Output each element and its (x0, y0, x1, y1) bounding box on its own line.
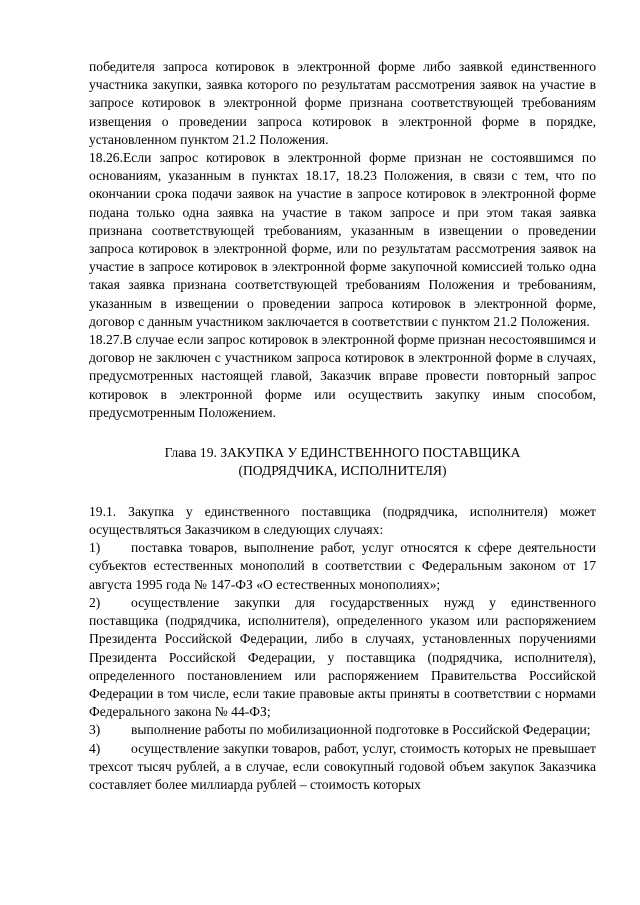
list-item-text: поставка товаров, выполнение работ, услуг относятся к сфере деятельности субъектов естественных монополий в соответствии с Федеральным законом от 17 августа 1995 года № 147-ФЗ «О естественных монополиях»; (89, 540, 596, 592)
list-item-text: выполнение работы по мобилизационной подготовке в Российской Федерации; (131, 722, 591, 738)
list-item (89, 740, 596, 795)
paragraph-19-1: 19.1. Закупка у единственного поставщика (подрядчика, исполнителя) может осуществляться Заказчиком в следующих случаях: (89, 503, 596, 538)
paragraph-continuation: победителя запроса котировок в электронной форме либо заявкой единственного участника закупки, заявка которого по результатам рассмотрения заявок на участие в запросе котировок в электронной форме признана соответствующей требованиям извещения о проведении запроса котировок в электронной форме в порядке, установленном пунктом 21.2 Положения. (89, 59, 596, 147)
paragraph-18-27: 18.27.В случае если запрос котировок в электронной форме признан несостоявшимся и договор не заключен с участником запроса котировок в электронной форме в случаях, предусмотренных настоящей главой, Заказчик вправе провести повторный запрос котировок в электронной форме или осуществить закупку иным способом, предусмотренным Положением. (89, 332, 596, 420)
list-item-text: осуществление закупки для государственных нужд у единственного поставщика (подрядчика, исполнителя), определенного указом или распоряжением Президента Российской Федерации, либо в случаях, установленных поручениями Президента Российской Федерации, у поставщика (подрядчика, исполнителя), определенного постановлением или распоряжением Правительства Российской Федерации в том числе, если такие правовые акты приняты в соответствии с нормами Федерального закона № 44-ФЗ; (89, 594, 596, 720)
list-item (89, 721, 596, 739)
paragraph-18-26: 18.26.Если запрос котировок в электронной форме признан не состоявшимся по основаниям, указанным в пунктах 18.17, 18.23 Положения, в связи с тем, что по окончании срока подачи заявок на участие в запросе котировок в электронной форме подана только одна заявка на участие в таком запросе и при этом такая заявка признана соответствующей требованиям, указанным в извещении о проведении запроса котировок в электронной форме, или по результатам рассмотрения заявок на участие в запросе котировок в электронной форме закупочной комиссией только одна такая заявка признана соответствующей требованиям Положения и требованиям, указанным в извещении о проведении запроса котировок в электронной форме, договор с данным участником заключается в соответствии с пунктом 21.2 Положения. (89, 150, 596, 329)
document-page (89, 58, 596, 794)
list-item-number: 4) (89, 740, 101, 756)
chapter-heading-line-2: (ПОДРЯДЧИКА, ИСПОЛНИТЕЛЯ) (238, 463, 447, 479)
list-item-text: осуществление закупки товаров, работ, услуг, стоимость которых не превышает трехсот тысяч рублей, а в случае, если совокупный годовой объем закупок Заказчика составляет более миллиарда рублей – стоимость которых (89, 740, 596, 792)
list-item (89, 539, 596, 594)
chapter-heading (89, 444, 596, 481)
chapter-heading-line-1: Глава 19. ЗАКУПКА У ЕДИНСТВЕННОГО ПОСТАВЩИКА (164, 445, 521, 461)
list-item (89, 594, 596, 721)
list-item-number: 2) (89, 594, 101, 610)
list-item-number: 1) (89, 540, 101, 556)
list-item-number: 3) (89, 722, 101, 738)
